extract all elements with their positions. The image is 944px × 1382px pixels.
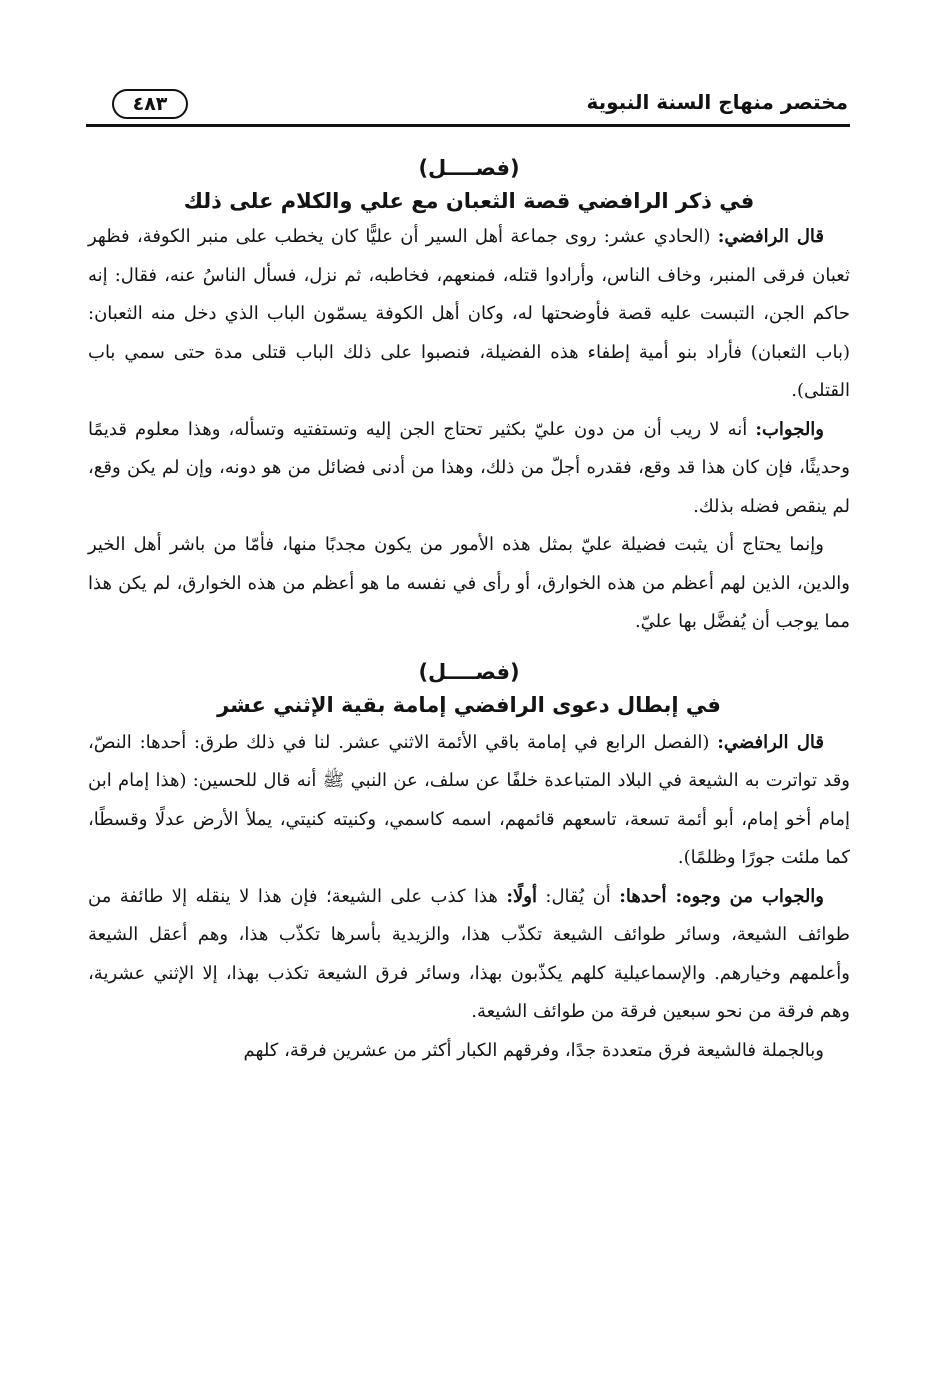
paragraph-text: هذا كذب على الشيعة؛ فإن هذا لا ينقله إلا طائفة من طوائف الشيعة، وسائر طوائف الشيعة تكذّب هذا، والزيدية بأسرها تكذّب هذا، وهم أعقل الشيعة وأعلمهم وخيارهم. والإسماعيلية كلهم يكذّبون بهذا، وسائر فرق الشيعة تكذب بهذا، إلا الإثني عشرية، وهم فرقة من نحو سبعين فرقة من طوائف الشيعة. xyxy=(88,885,850,1022)
page-number: ٤٨٣ xyxy=(112,89,188,119)
paragraph-text: (الفصل الرابع في إمامة باقي الأئمة الاثني عشر. لنا في ذلك طرق: أحدها: النصّ، وقد تواترت به الشيعة في البلاد المتباعدة خلفًا عن سلف، عن النبي ﷺ أنه قال للحسين: (هذا إمام ابن إمام أخو إمام، أبو أئمة تسعة، تاسعهم قائمهم، اسمه كاسمي، وكنيته كنيتي، يملأ الأرض عدلًا وقسطًا، كما ملئت جورًا وظلمًا). xyxy=(88,731,850,868)
section-title: في إبطال دعوى الرافضي إمامة بقية الإثني عشر xyxy=(217,692,721,717)
section-heading-mark: (فصــــل) xyxy=(418,659,520,684)
running-header xyxy=(86,80,850,126)
paragraph-lead: أولًا: xyxy=(506,885,537,907)
section-1 xyxy=(88,152,850,642)
paragraph xyxy=(88,411,850,527)
section-gap xyxy=(88,642,850,656)
paragraph xyxy=(88,878,850,1032)
paragraph-lead: قال الرافضي: xyxy=(717,731,825,753)
header-rule xyxy=(86,124,850,127)
page-body xyxy=(88,152,850,1070)
paragraph-text: وبالجملة فالشيعة فرق متعددة جدًا، وفرقهم الكبار أكثر من عشرين فرقة، كلهم xyxy=(243,1039,824,1061)
paragraph-lead: والجواب من وجوه: أحدها: xyxy=(619,885,825,907)
paragraph-lead: قال الرافضي: xyxy=(717,226,824,247)
section-2 xyxy=(88,656,850,1071)
paragraph xyxy=(88,218,850,411)
paragraph xyxy=(88,724,850,878)
section-title: في ذكر الرافضي قصة الثعبان مع علي والكلام على ذلك xyxy=(183,189,755,213)
paragraph xyxy=(88,1032,850,1071)
book-title: مختصر منهاج السنة النبوية xyxy=(586,90,848,114)
paragraph-text: (الحادي عشر: روى جماعة أهل السير أن عليًّا كان يخطب على منبر الكوفة، فظهر ثعبان فرقى المنبر، وخاف الناس، وأرادوا قتله، فمنعهم، فخاطبه، ثم نزل، فسأل الناسُ عنه، فقال: إنه حاكم الجن، التبست عليه قصة فأوضحتها له، وكان أهل الكوفة يسمّون الباب الذي دخل منه الثعبان: (باب الثعبان) فأراد بنو أمية إطفاء هذه الفضيلة، فنصبوا على ذلك الباب قتلى مدة حتى سمي باب القتلى). xyxy=(88,226,850,401)
section-heading-mark: (فصــــل) xyxy=(418,156,520,180)
paragraph-text: أن يُقال: xyxy=(536,885,620,907)
paragraph xyxy=(88,526,850,642)
paragraph-lead: والجواب: xyxy=(755,418,824,440)
paragraph-text: وإنما يحتاج أن يثبت فضيلة عليّ بمثل هذه الأمور من يكون مجدبًا منها، فأمّا من باشر أهل الخير والدين، الذين لهم أعظم من هذه الخوارق، أو رأى في نفسه ما هو أعظم من هذه الخوارق، لم يكن هذا مما يوجب أن يُفضَّل بها عليّ. xyxy=(88,534,850,632)
paragraph-text: أنه لا ريب أن من دون عليّ بكثير تحتاج الجن إليه وتستفتيه وتسأله، وهذا معلوم قديمًا وحديثًا، فإن كان هذا قد وقع، فقدره أجلّ من ذلك، وهذا من أدنى فضائل من هو دونه، وإن لم يكن وقع، لم ينقص فضله بذلك. xyxy=(88,418,850,517)
